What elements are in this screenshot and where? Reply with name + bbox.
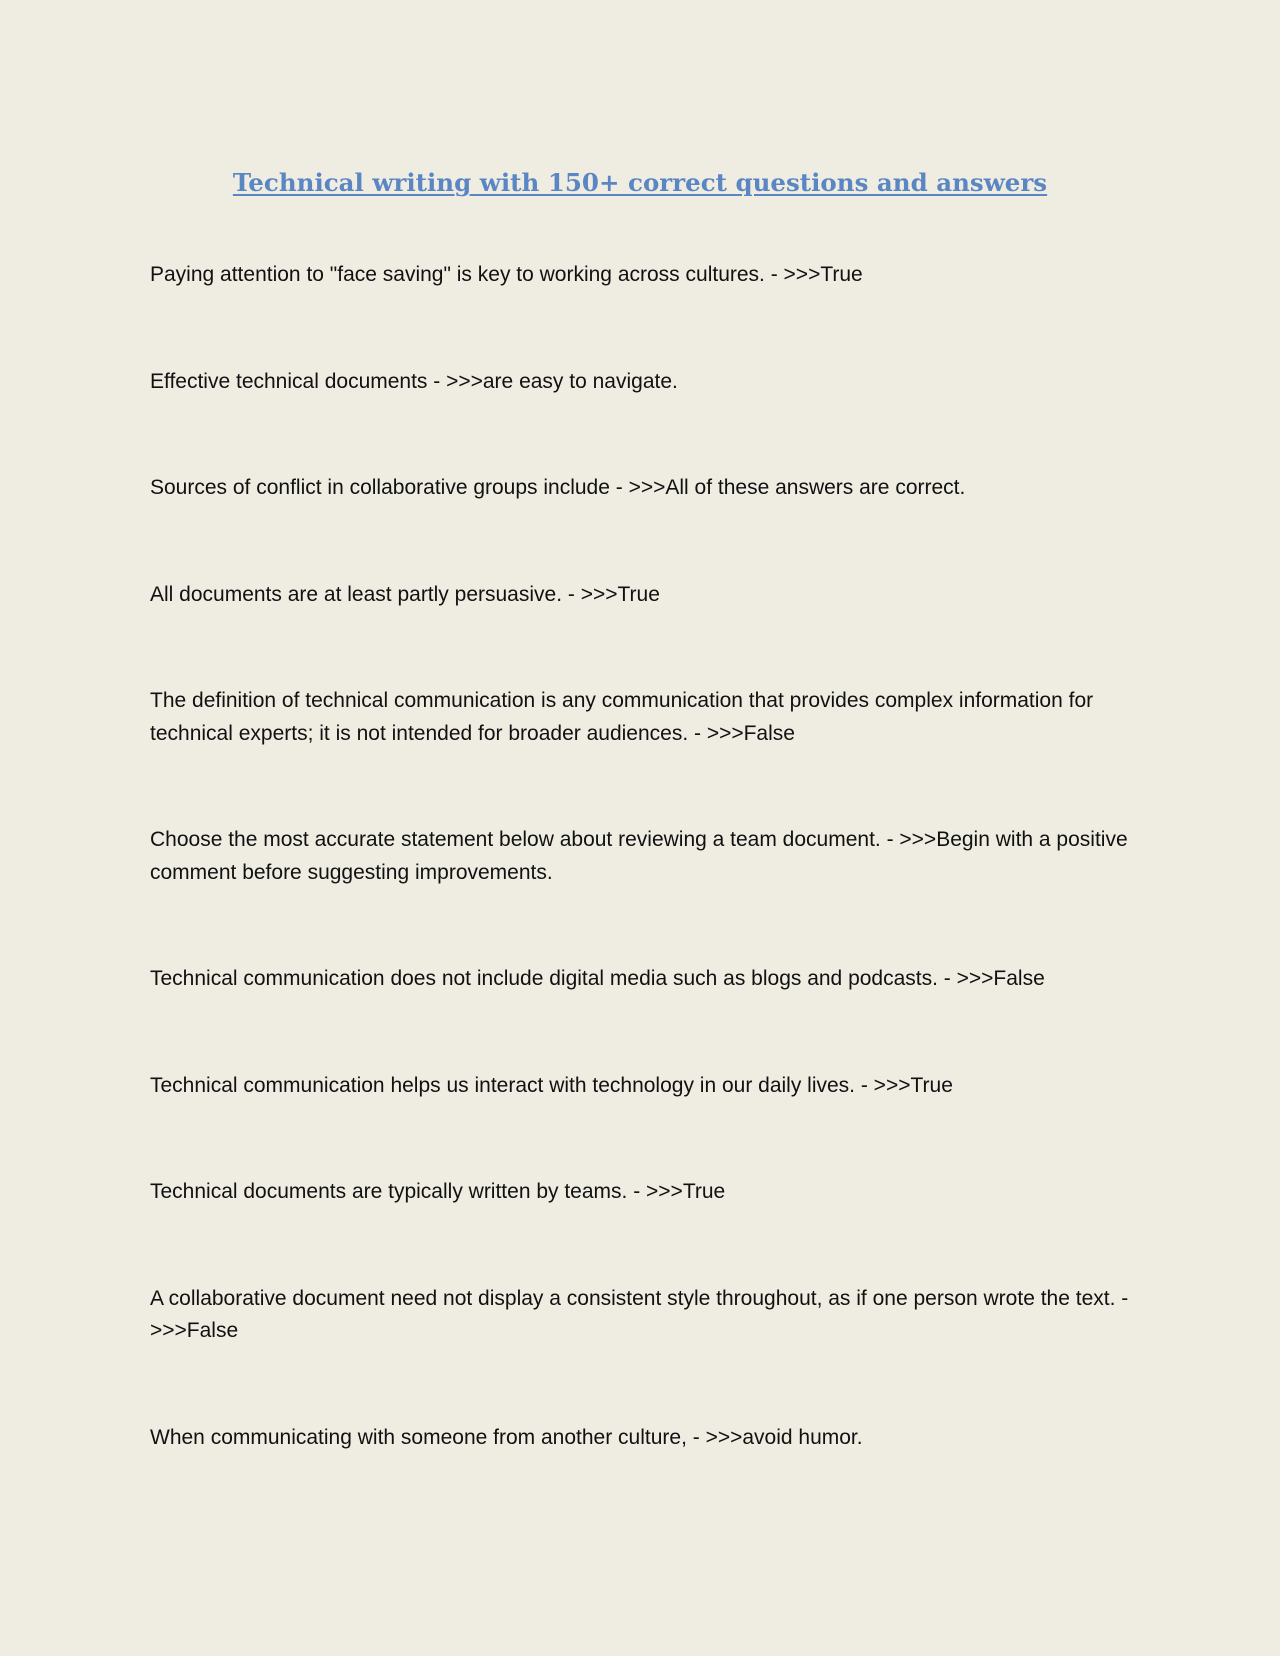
document-title: Technical writing with 150+ correct questions and answers: [232, 168, 1048, 197]
qa-item: Paying attention to "face saving" is key to working across cultures. - >>>True: [150, 263, 863, 286]
qa-item: Technical documents are typically written by teams. - >>>True: [150, 1180, 726, 1203]
qa-item: The definition of technical communication is any communication that provides complex information for technical experts; it is not intended for broader audiences. - >>>False: [150, 689, 1094, 745]
qa-item: All documents are at least partly persuasive. - >>>True: [150, 582, 660, 606]
qa-item: Technical communication does not include digital media such as blogs and podcasts. - >>>False: [150, 967, 1045, 990]
qa-list: [150, 259, 1130, 1528]
qa-item: Technical communication helps us interact with technology in our daily lives. - >>>True: [150, 1073, 953, 1097]
qa-item: Effective technical documents - >>>are easy to navigate.: [150, 369, 678, 393]
qa-item: A collaborative document need not display a consistent style throughout, as if one person wrote the text. - >>>False: [150, 1286, 1129, 1342]
qa-item: When communicating with someone from another culture, - >>>avoid humor.: [150, 1425, 863, 1449]
qa-item: Sources of conflict in collaborative groups include - >>>All of these answers are correct.: [150, 476, 966, 499]
qa-item: Choose the most accurate statement below about reviewing a team document. - >>>Begin with a positive comment before suggesting improvements.: [150, 828, 1128, 884]
